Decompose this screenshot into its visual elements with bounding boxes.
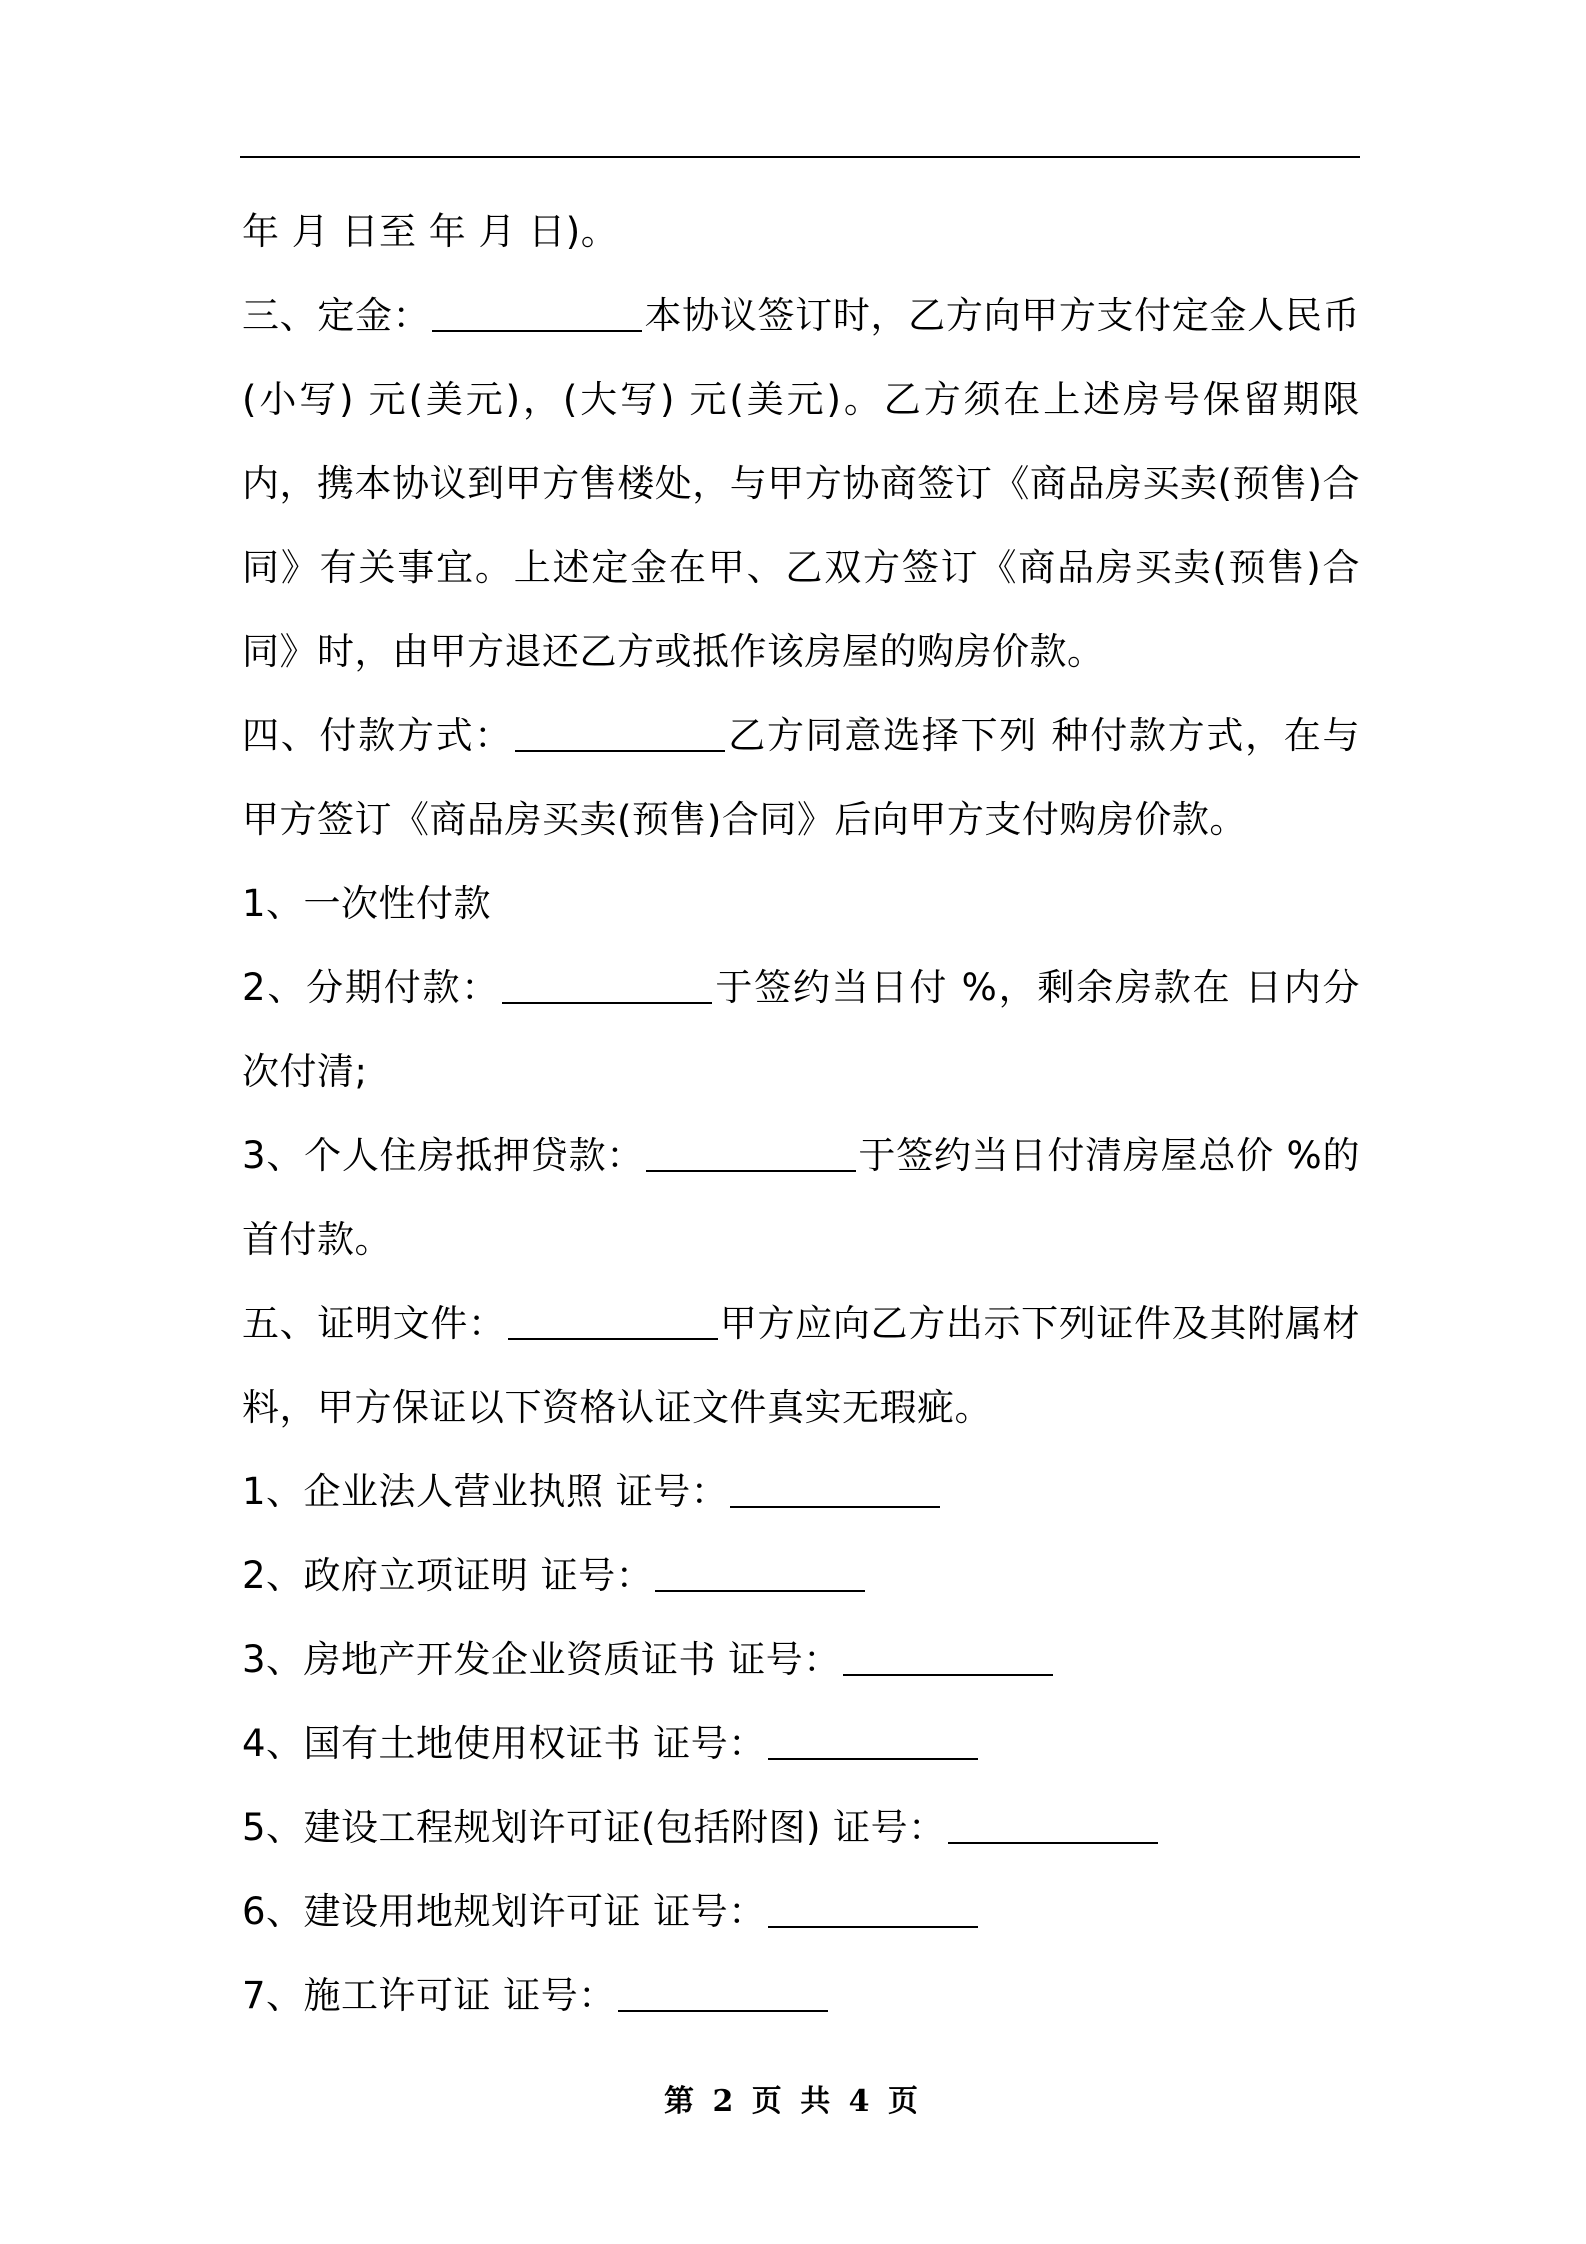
paragraph-mortgage [242,1114,1360,1282]
certificate-item-business-license [242,1450,1360,1534]
paragraph-deposit [242,274,1360,694]
paragraph-installment [242,946,1360,1114]
paragraph-text: 年 月 日至 年 月 日)。 [242,210,619,253]
blank-line [843,1644,1053,1676]
paragraph-lead: 2、分期付款： [242,966,501,1009]
blank-line [768,1728,978,1760]
paragraph-lead: 5、建设工程规划许可证(包括附图) 证号： [242,1806,946,1849]
page-number: 第 2 页 共 4 页 [664,2084,922,2119]
paragraph-lead: 四、付款方式： [242,714,514,757]
certificate-item-developer-qualification [242,1618,1360,1702]
blank-line [768,1896,978,1928]
paragraph-lead: 3、个人住房抵押贷款： [242,1134,645,1177]
certificate-item-land-use [242,1702,1360,1786]
paragraph-lead: 3、房地产开发企业资质证书 证号： [242,1638,841,1681]
blank-line [646,1140,856,1172]
document-body [242,190,1360,2038]
blank-line [432,300,642,332]
blank-line [730,1476,940,1508]
paragraph-text: 1、一次性付款 [242,882,492,925]
blank-line [508,1308,718,1340]
certificate-item-land-planning [242,1870,1360,1954]
paragraph-date-range [242,190,1360,274]
paragraph-text: 乙方同意选择下列 种付款方式，在与甲方签订《商品房买卖(预售)合同》后向甲方支付购房价款。 [242,714,1360,841]
certificate-item-project-approval [242,1534,1360,1618]
paragraph-payment-method [242,694,1360,862]
paragraph-lump-sum [242,862,1360,946]
paragraph-lead: 1、企业法人营业执照 证号： [242,1470,729,1513]
paragraph-lead: 2、政府立项证明 证号： [242,1554,654,1597]
paragraph-text: 甲方应向乙方出示下列证件及其附属材料，甲方保证以下资格认证文件真实无瑕疵。 [242,1302,1361,1429]
blank-line [502,972,712,1004]
blank-line [515,720,725,752]
paragraph-certificates [242,1282,1360,1450]
paragraph-lead: 4、国有土地使用权证书 证号： [242,1722,766,1765]
blank-line [948,1812,1158,1844]
paragraph-text: 于签约当日付 %，剩余房款在 日内分 次付清; [242,966,1360,1093]
paragraph-text: 于签约当日付清房屋总价 %的首付款。 [242,1134,1360,1261]
certificate-item-construction-planning [242,1786,1360,1870]
paragraph-lead: 6、建设用地规划许可证 证号： [242,1890,766,1933]
paragraph-lead: 7、施工许可证 证号： [242,1974,616,2017]
paragraph-lead: 三、定金： [242,294,431,337]
certificate-item-construction-permit [242,1954,1360,2038]
blank-line [618,1980,828,2012]
header-rule [240,156,1360,158]
paragraph-lead: 五、证明文件： [242,1302,506,1345]
paragraph-text: 本协议签订时，乙方向甲方支付定金人民币(小写) 元(美元)，(大写) 元(美元)。乙方须在上述房号保留期限内，携本协议到甲方售楼处，与甲方协商签订《商品房买卖(预售)合同》有关事宜。上述定金在甲、乙双方签订《商品房买卖(预售)合同》时，由甲方退还乙方或抵作该房屋的购房价款。 [242,294,1361,673]
blank-line [655,1560,865,1592]
